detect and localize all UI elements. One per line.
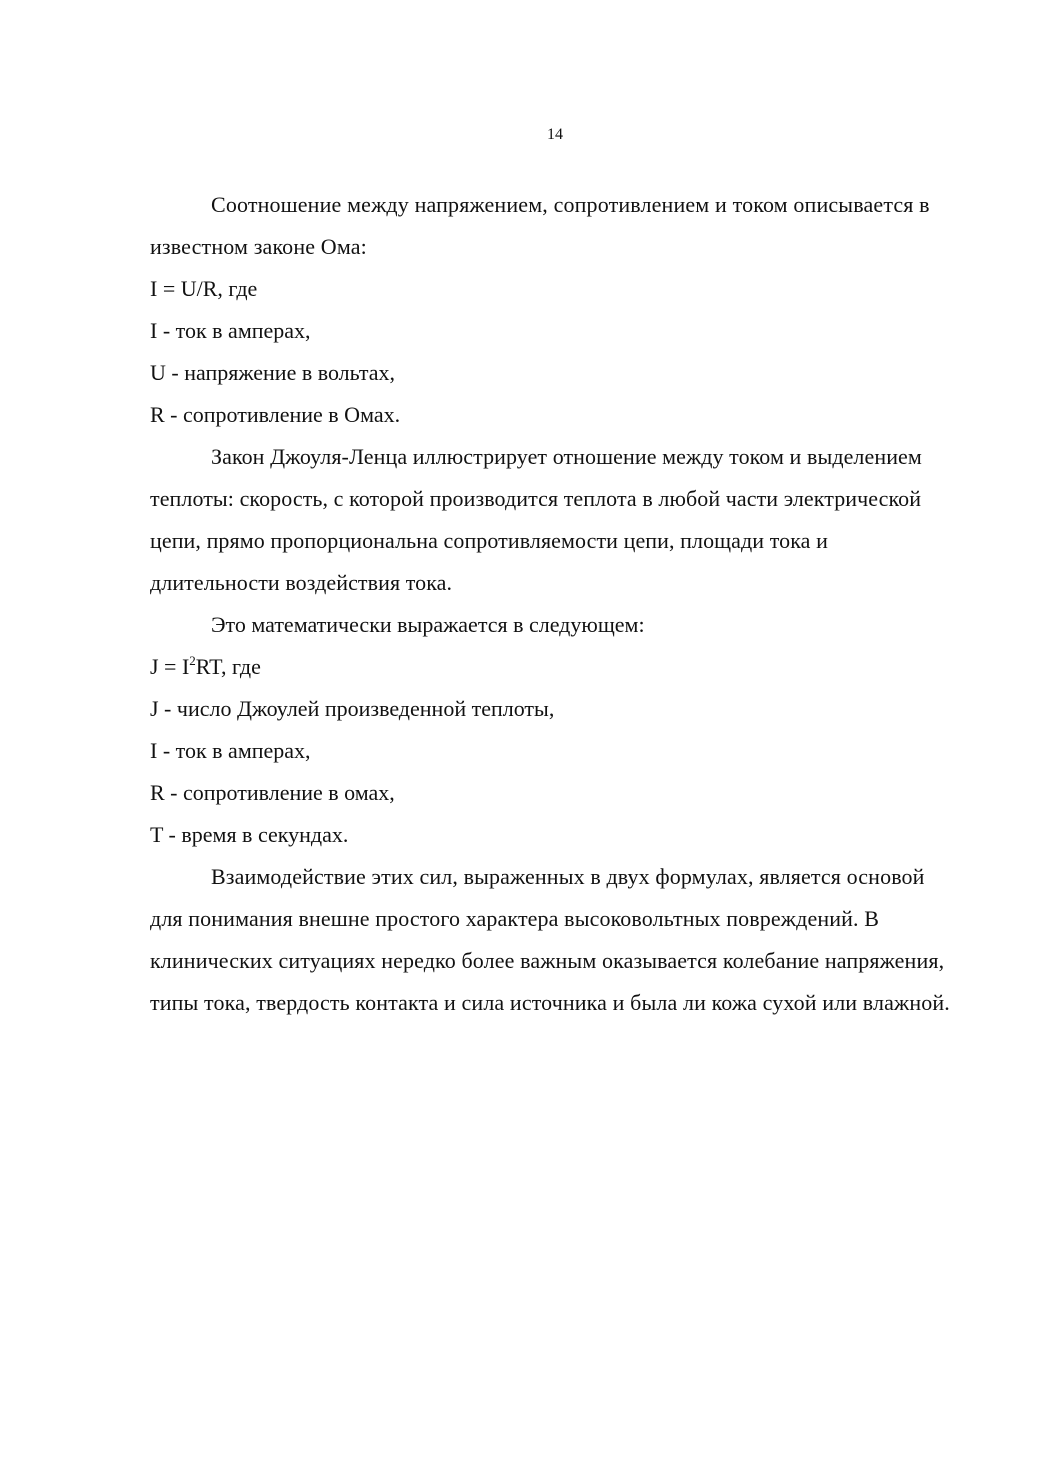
page-number: 14: [547, 126, 563, 143]
joule-formula-prefix: J = I: [150, 654, 190, 679]
ohm-definition-voltage: U - напряжение в вольтах,: [150, 360, 395, 385]
joule-formula-suffix: RT, где: [195, 654, 261, 679]
joule-formula: [150, 646, 960, 688]
joule-formula-exponent: 2: [189, 653, 196, 668]
ohm-formula: I = U/R, где: [150, 276, 258, 301]
paragraph-joule-lenz: Закон Джоуля-Ленца иллюстрирует отношение между током и выделением теплоты: скорость, с которой производится теплота в любой части электрической цепи, прямо пропорциональна сопротивляемости цепи, площади тока и длительности воздействия тока.: [150, 444, 922, 595]
joule-definition-resistance: R - сопротивление в омах,: [150, 780, 395, 805]
paragraph-math-expression: Это математически выражается в следующем:: [211, 612, 645, 637]
document-body: [150, 184, 960, 1024]
joule-definition-joules: J - число Джоулей произведенной теплоты,: [150, 696, 555, 721]
ohm-definition-current: I - ток в амперах,: [150, 318, 311, 343]
paragraph-ohm-intro: Соотношение между напряжением, сопротивлением и током описывается в известном законе Ома:: [150, 192, 930, 259]
joule-definition-current: I - ток в амперах,: [150, 738, 311, 763]
ohm-definition-resistance: R - сопротивление в Омах.: [150, 402, 401, 427]
paragraph-interaction: Взаимодействие этих сил, выраженных в двух формулах, является основой для понимания внешне простого характера высоковольтных повреждений. В клинических ситуациях нередко более важным оказывается колебание напряжения, типы тока, твердость контакта и сила источника и была ли кожа сухой или влажной.: [150, 864, 950, 1015]
joule-definition-time: T - время в секундах.: [150, 822, 349, 847]
